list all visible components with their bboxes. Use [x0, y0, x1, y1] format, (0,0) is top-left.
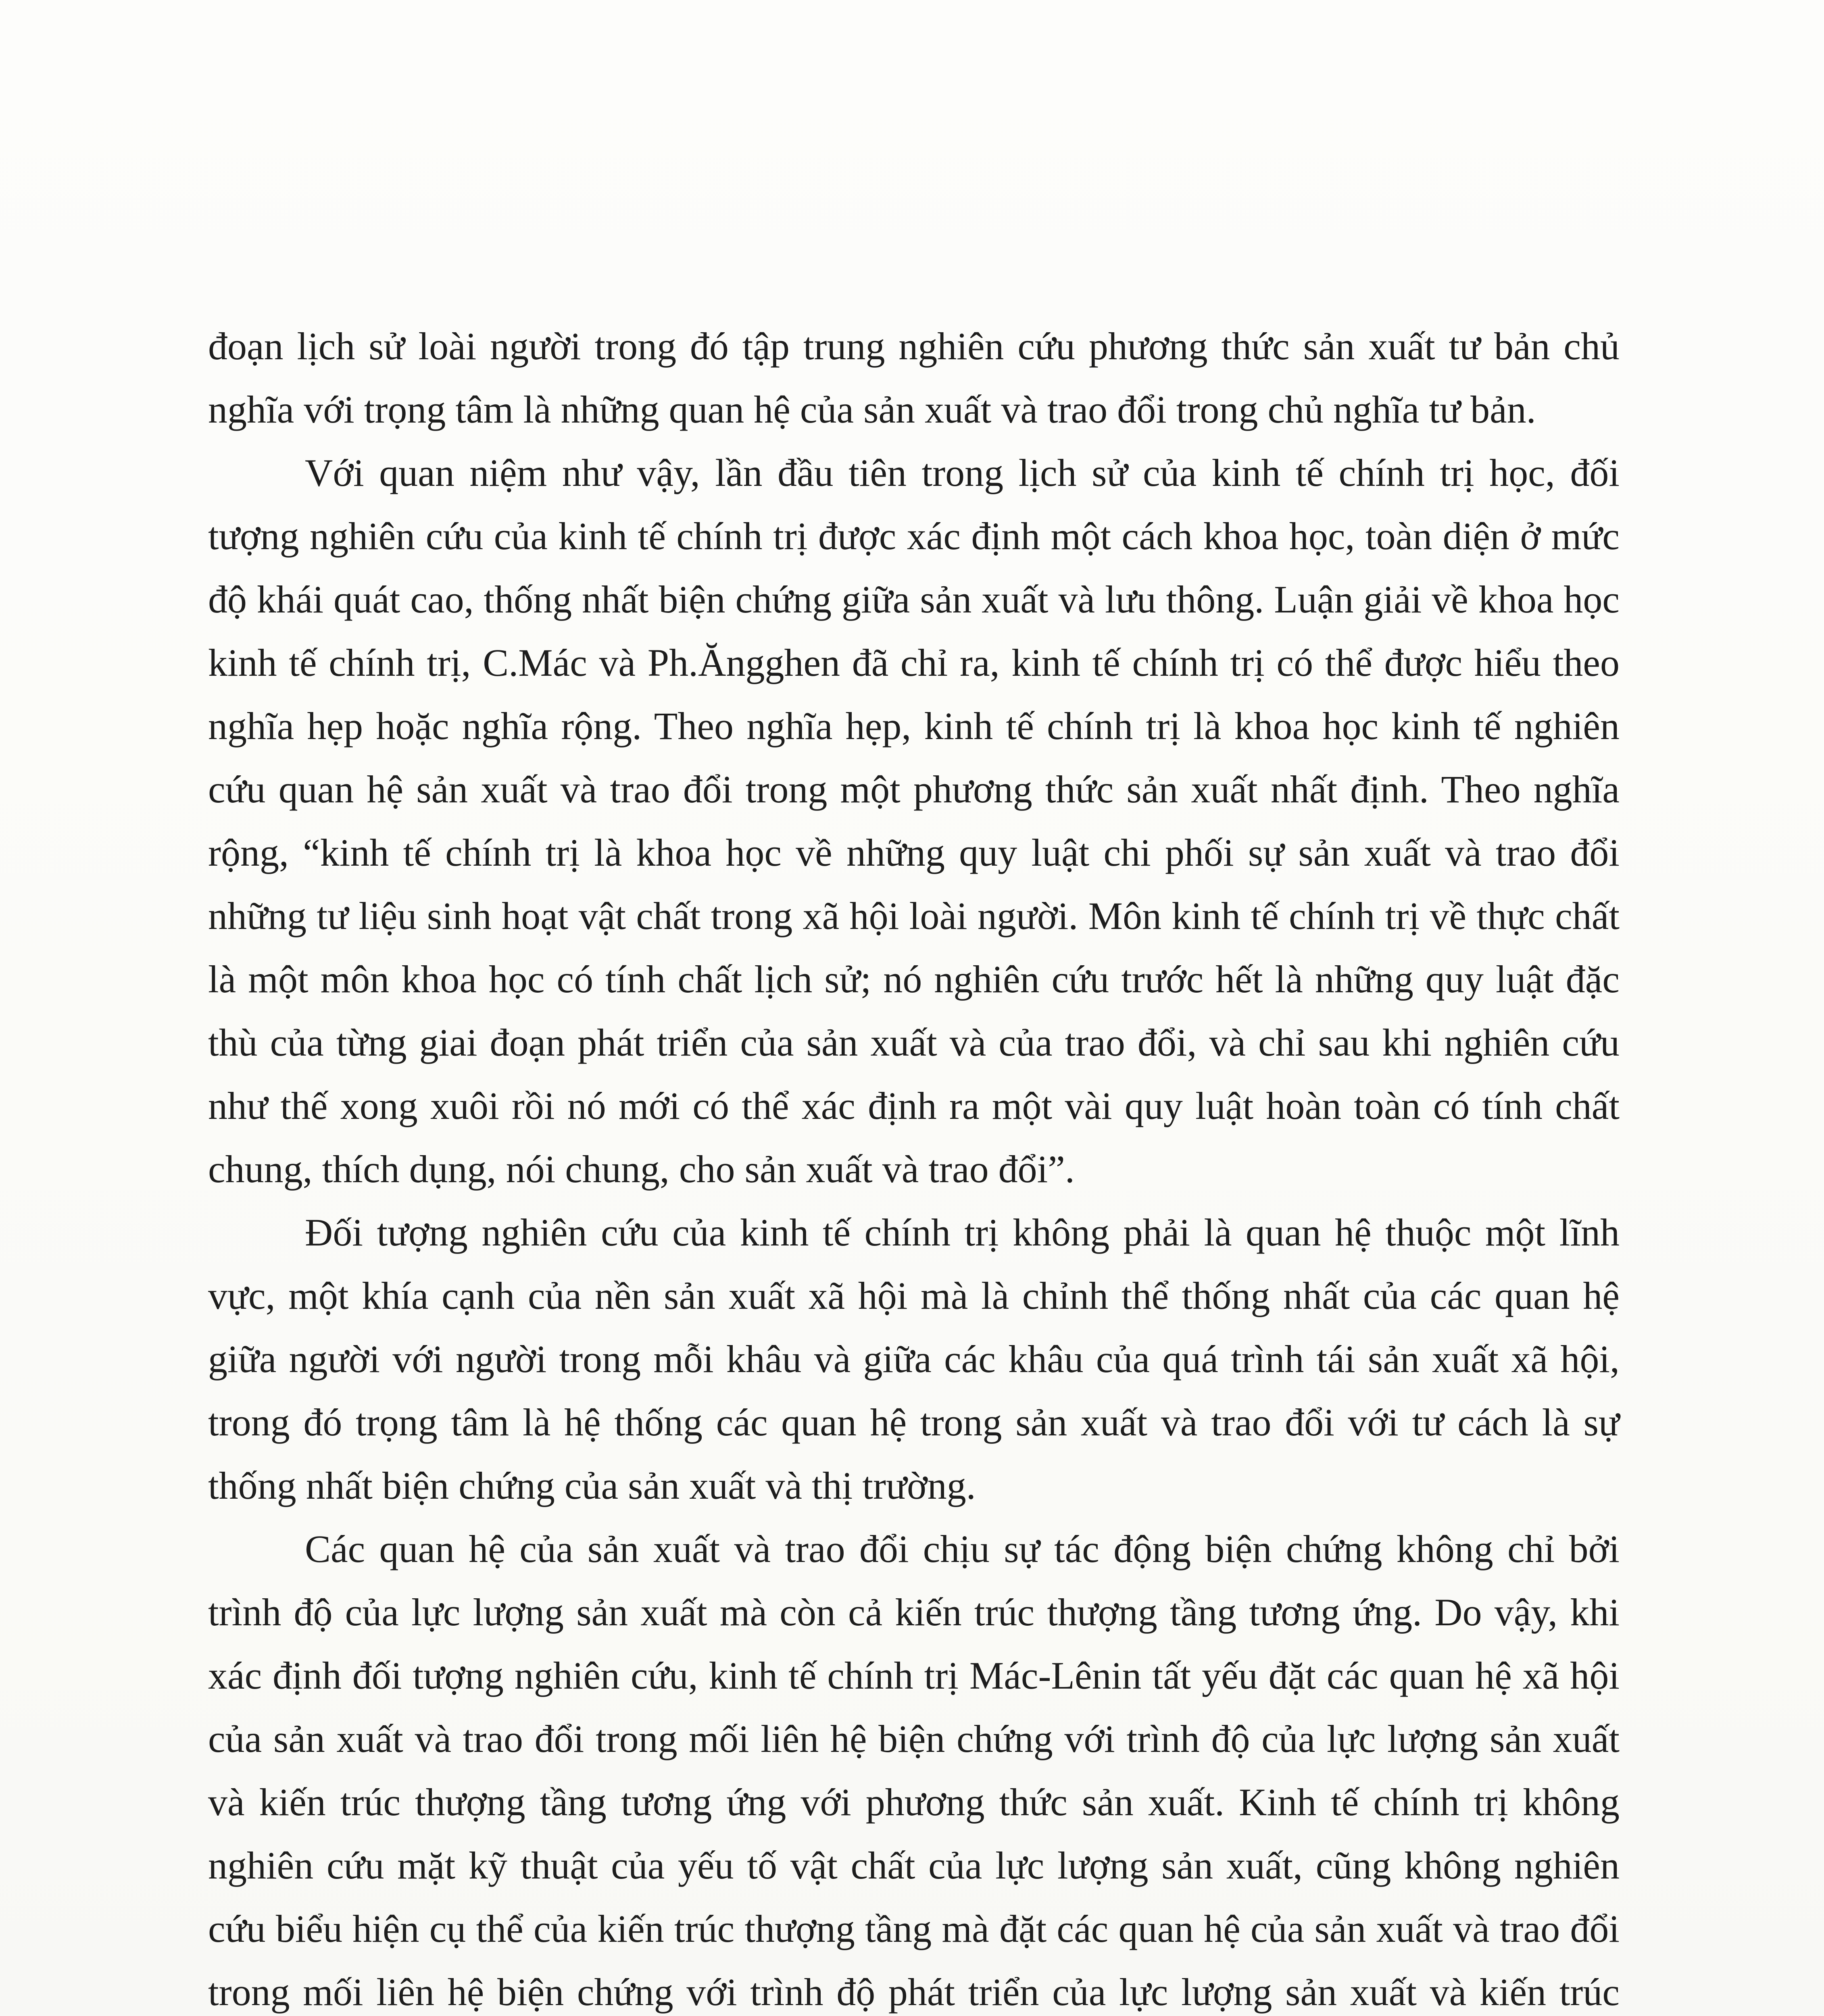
body-text: [208, 314, 1620, 2016]
paragraph-4: Các quan hệ của sản xuất và trao đổi chịu sự tác động biện chứng không chỉ bởi trình độ của lực lượng sản xuất mà còn cả kiến trúc thượng tầng tương ứng. Do vậy, khi xác định đối tượng nghiên cứu, kinh tế chính trị Mác-Lênin tất yếu đặt các quan hệ xã hội của sản xuất và trao đổi trong mối liên hệ biện chứng với trình độ của lực lượng sản xuất và kiến trúc thượng tầng tương ứng với phương thức sản xuất. Kinh tế chính trị không nghiên cứu mặt kỹ thuật của yếu tố vật chất của lực lượng sản xuất, cũng không nghiên cứu biểu hiện cụ thể của kiến trúc thượng tầng mà đặt các quan hệ của sản xuất và trao đổi trong mối liên hệ biện chứng với trình độ phát triển của lực lượng sản xuất và kiến trúc: [208, 1527, 1620, 2014]
paragraph-2: Với quan niệm như vậy, lần đầu tiên trong lịch sử của kinh tế chính trị học, đối tượng nghiên cứu của kinh tế chính trị được xác định một cách khoa học, toàn diện ở mức độ khái quát cao, thống nhất biện chứng giữa sản xuất và lưu thông. Luận giải về khoa học kinh tế chính trị, C.Mác và Ph.Ăngghen đã chỉ ra, kinh tế chính trị có thể được hiểu theo nghĩa hẹp hoặc nghĩa rộng. Theo nghĩa hẹp, kinh tế chính trị là khoa học kinh tế nghiên cứu quan hệ sản xuất và trao đổi trong một phương thức sản xuất nhất định. Theo nghĩa rộng, “kinh tế chính trị là khoa học về những quy luật chi phối sự sản xuất và trao đổi những tư liệu sinh hoạt vật chất trong xã hội loài người. Môn kinh tế chính trị về thực chất là một môn khoa học có tính chất lịch sử; nó nghiên cứu trước hết là những quy luật đặc thù của từng giai đoạn phát triển của sản xuất và của trao đổi, và chỉ sau khi nghiên cứu như thế xong xuôi rồi nó mới có thể xác định ra một vài quy luật hoàn toàn có tính chất chung, thích dụng, nói chung, cho sản xuất và trao đổi”.: [208, 451, 1620, 1191]
paragraph-1: đoạn lịch sử loài người trong đó tập trung nghiên cứu phương thức sản xuất tư bản chủ nghĩa với trọng tâm là những quan hệ của sản xuất và trao đổi trong chủ nghĩa tư bản.: [208, 325, 1620, 431]
paragraph-3: Đối tượng nghiên cứu của kinh tế chính trị không phải là quan hệ thuộc một lĩnh vực, một khía cạnh của nền sản xuất xã hội mà là chỉnh thể thống nhất của các quan hệ giữa người với người trong mỗi khâu và giữa các khâu của quá trình tái sản xuất xã hội, trong đó trọng tâm là hệ thống các quan hệ trong sản xuất và trao đổi với tư cách là sự thống nhất biện chứng của sản xuất và thị trường.: [208, 1211, 1620, 1507]
